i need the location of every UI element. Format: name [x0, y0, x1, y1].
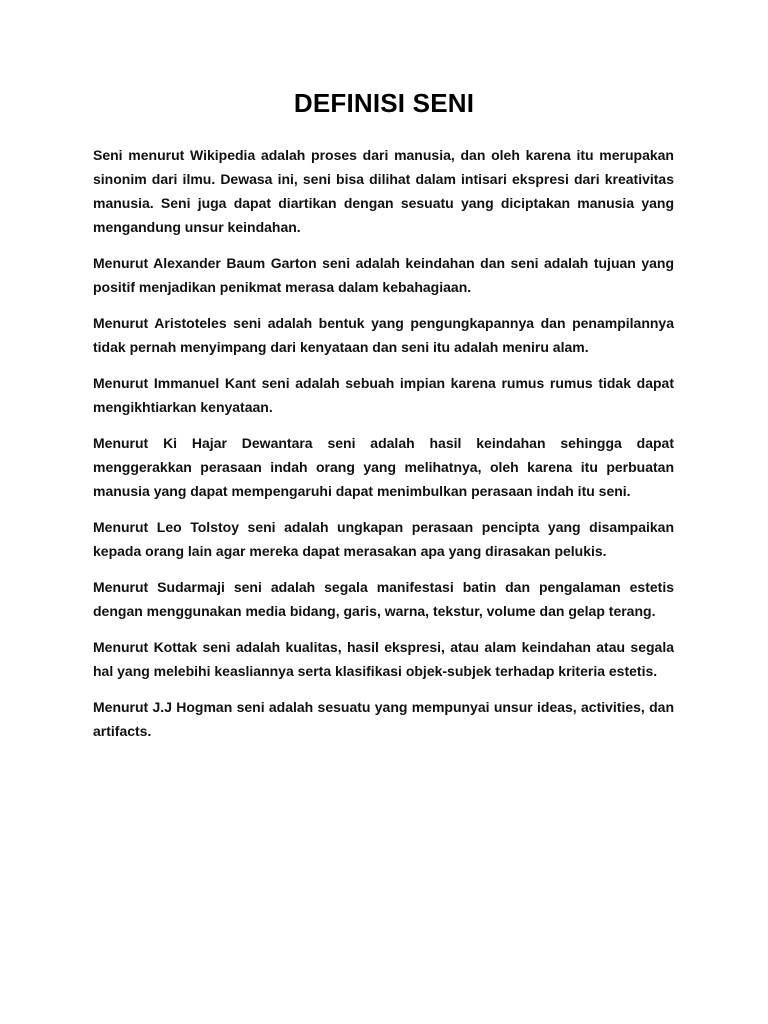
paragraph-wikipedia: Seni menurut Wikipedia adalah proses dari manusia, dan oleh karena itu merupakan sinonim dari ilmu. Dewasa ini, seni bisa dilihat dalam intisari ekspresi dari kreativitas manusia. Seni juga dapat diartikan dengan sesuatu yang diciptakan manusia yang mengandung unsur keindahan. — [93, 147, 674, 235]
document-body — [93, 143, 674, 755]
paragraph-sudarmaji: Menurut Sudarmaji seni adalah segala manifestasi batin dan pengalaman estetis dengan menggunakan media bidang, garis, warna, tekstur, volume dan gelap terang. — [93, 579, 674, 619]
page-title: DEFINISI SENI — [293, 88, 475, 118]
paragraph-kottak: Menurut Kottak seni adalah kualitas, hasil ekspresi, atau alam keindahan atau segala hal yang melebihi keasliannya serta klasifikasi objek-subjek terhadap kriteria estetis. — [93, 639, 674, 679]
paragraph-baumgarton: Menurut Alexander Baum Garton seni adalah keindahan dan seni adalah tujuan yang positif menjadikan penikmat merasa dalam kebahagiaan. — [93, 255, 674, 295]
paragraph-tolstoy: Menurut Leo Tolstoy seni adalah ungkapan perasaan pencipta yang disampaikan kepada orang lain agar mereka dapat merasakan apa yang dirasakan pelukis. — [93, 519, 674, 559]
paragraph-kant: Menurut Immanuel Kant seni adalah sebuah impian karena rumus rumus tidak dapat mengikhtiarkan kenyataan. — [93, 375, 674, 415]
paragraph-dewantara: Menurut Ki Hajar Dewantara seni adalah hasil keindahan sehingga dapat menggerakkan perasaan indah orang yang melihatnya, oleh karena itu perbuatan manusia yang dapat mempengaruhi dapat menimbulkan perasaan indah itu seni. — [93, 435, 674, 499]
paragraph-hogman: Menurut J.J Hogman seni adalah sesuatu yang mempunyai unsur ideas, activities, dan artifacts. — [93, 699, 674, 739]
paragraph-aristoteles: Menurut Aristoteles seni adalah bentuk yang pengungkapannya dan penampilannya tidak pernah menyimpang dari kenyataan dan seni itu adalah meniru alam. — [93, 315, 674, 355]
